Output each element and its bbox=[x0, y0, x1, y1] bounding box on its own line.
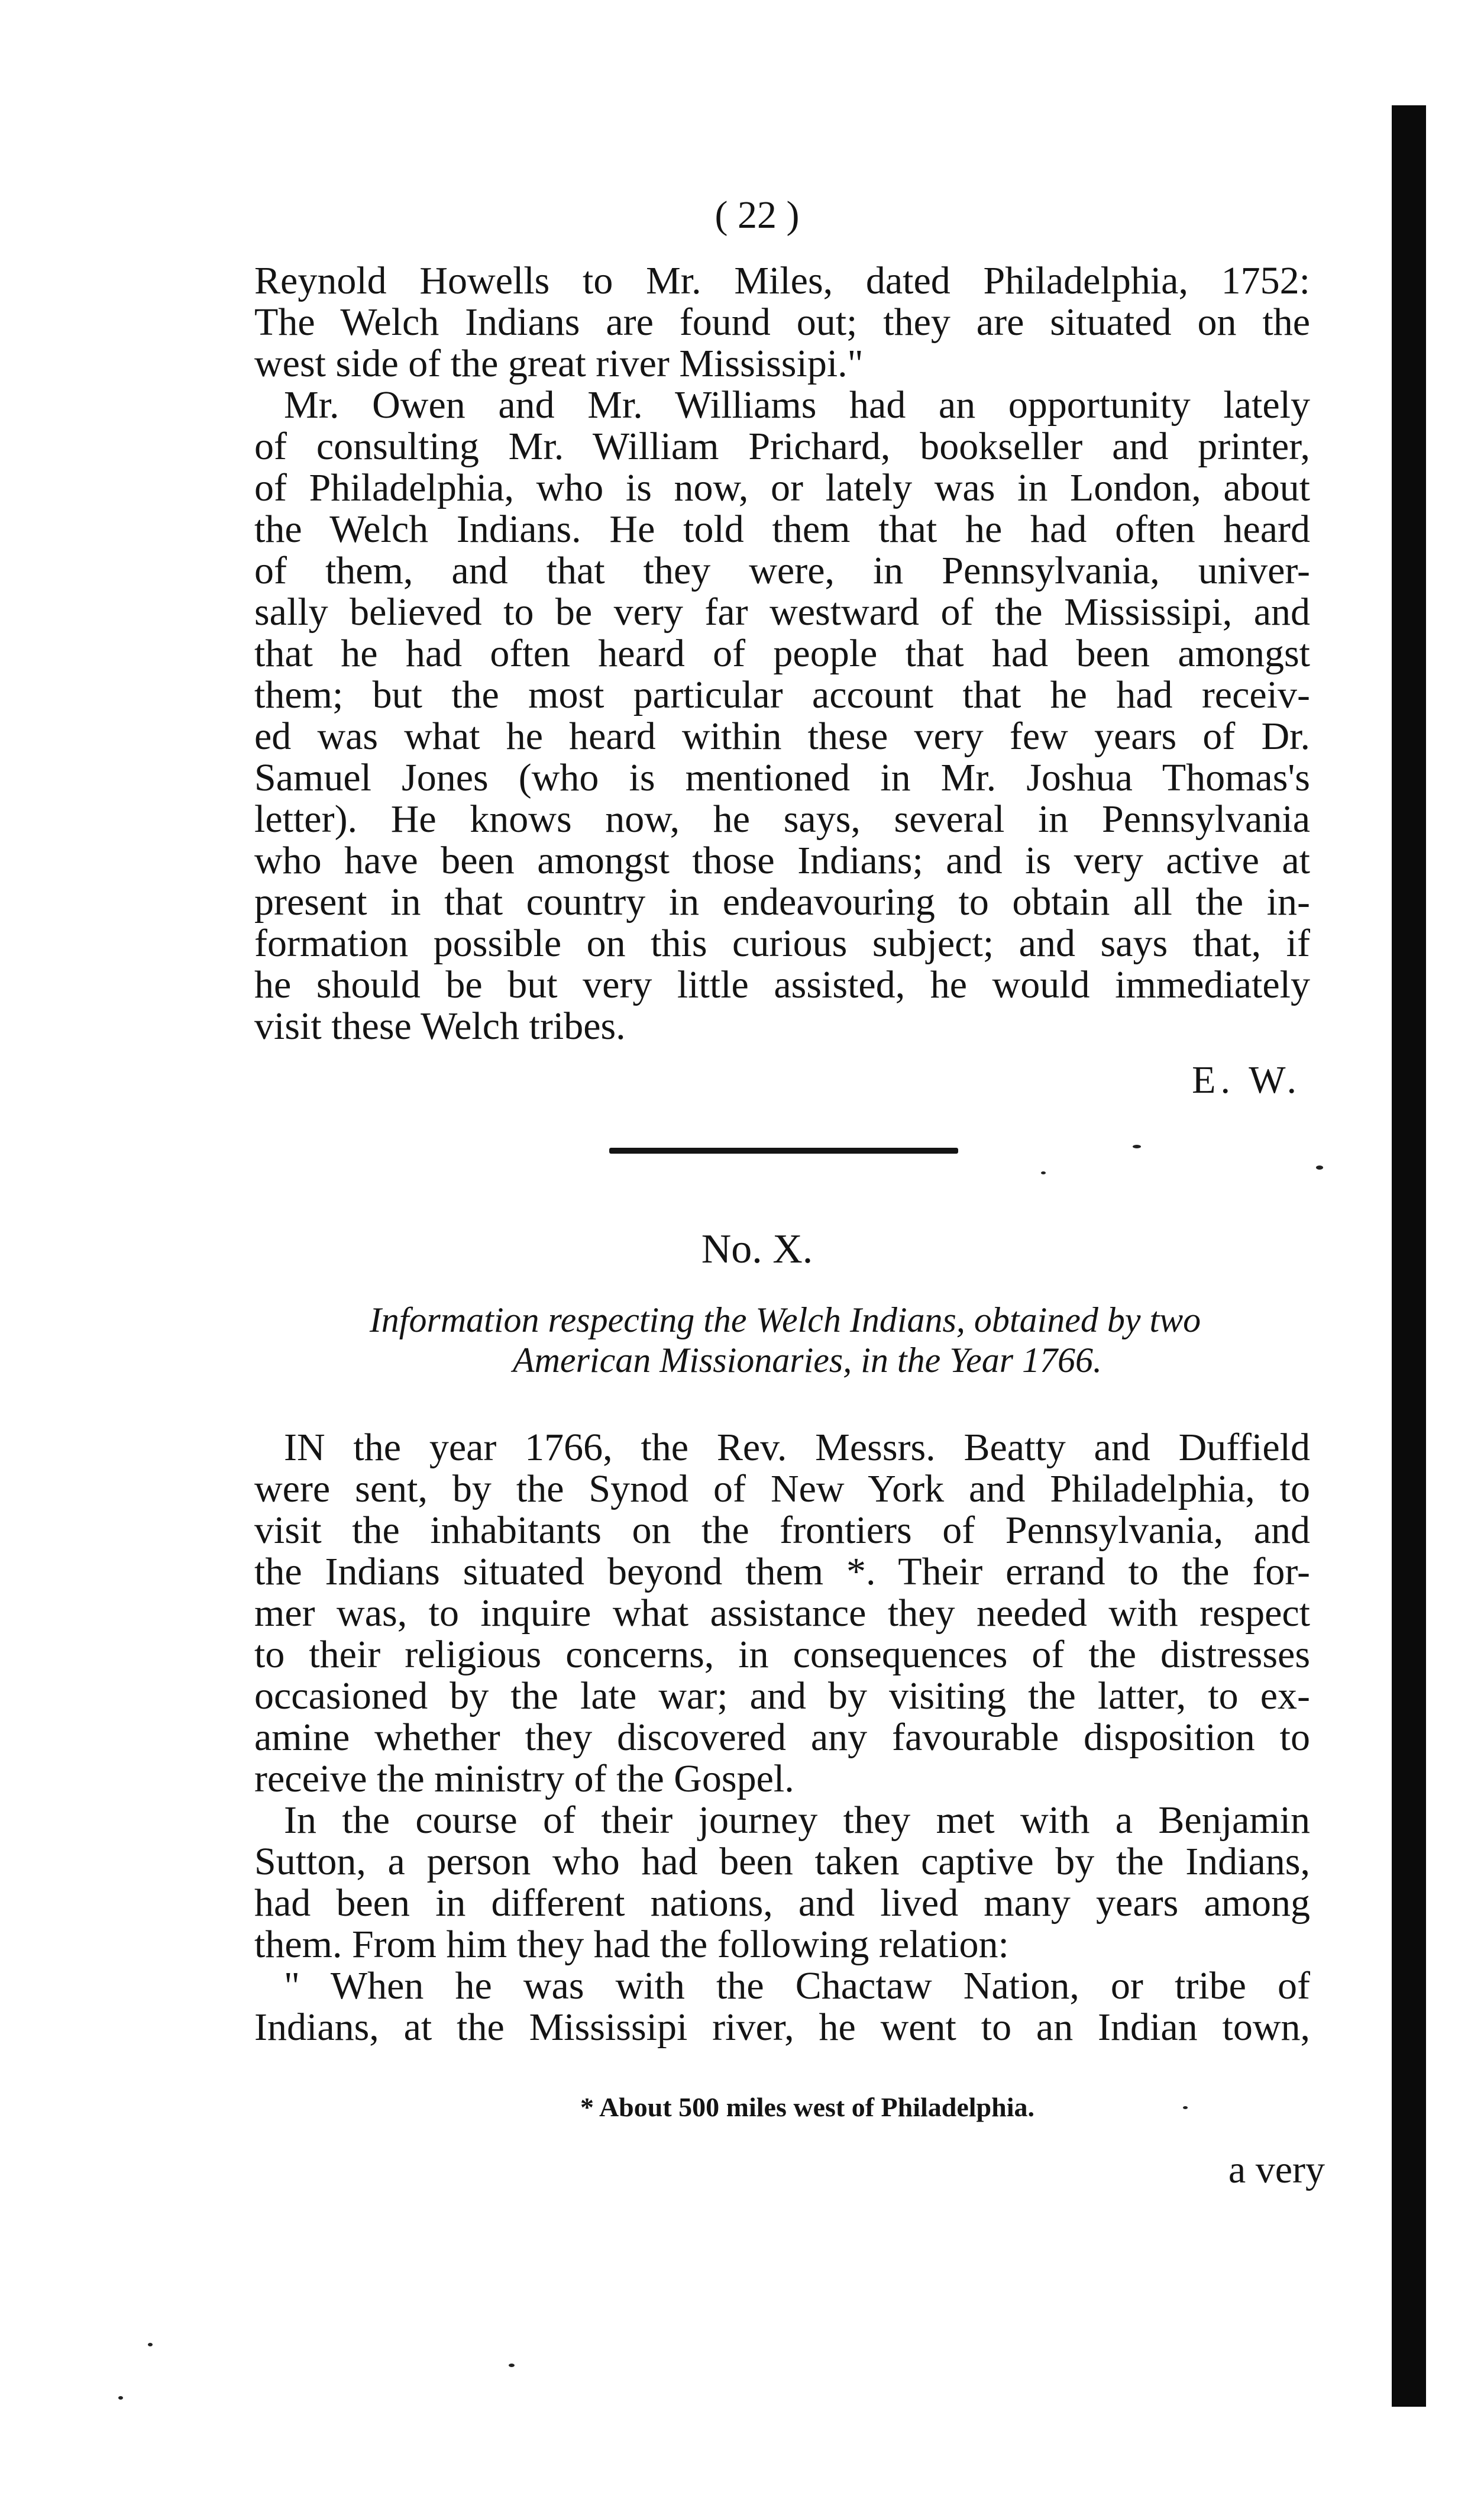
text-line: Reynold Howells to Mr. Miles, dated Philadelphia, 1752: bbox=[254, 259, 1310, 302]
text-line: ed was what he heard within these very few years of Dr. bbox=[254, 715, 1310, 758]
section-heading-line: American Missionaries, in the Year 1766. bbox=[512, 1341, 1103, 1380]
text-line: the Indians situated beyond them *. Their errand to the for- bbox=[254, 1550, 1310, 1593]
text-line: Indians, at the Mississipi river, he went to an Indian town, bbox=[254, 2006, 1310, 2049]
text-line: who have been amongst those Indians; and is very active at bbox=[254, 839, 1310, 882]
text-line: west side of the great river Mississipi." bbox=[254, 342, 864, 385]
page-number: ( 22 ) bbox=[714, 193, 800, 237]
footnote: * About 500 miles west of Philadelphia. bbox=[580, 2092, 1034, 2122]
text-line: occasioned by the late war; and by visiting the latter, to ex- bbox=[254, 1674, 1310, 1717]
text-line: of them, and that they were, in Pennsylvania, univer- bbox=[254, 549, 1310, 592]
text-line: present in that country in endeavouring to obtain all the in- bbox=[254, 880, 1310, 924]
text-line: them; but the most particular account that he had receiv- bbox=[254, 673, 1310, 716]
text-line: the Welch Indians. He told them that he had often heard bbox=[254, 508, 1310, 551]
text-line: The Welch Indians are found out; they are situated on the bbox=[254, 301, 1310, 344]
text-line: amine whether they discovered any favourable disposition to bbox=[254, 1716, 1310, 1759]
section-divider-rule bbox=[609, 1148, 958, 1154]
section-heading-line: Information respecting the Welch Indians, obtained by two bbox=[369, 1300, 1201, 1339]
text-line: Sutton, a person who had been taken captive by the Indians, bbox=[254, 1840, 1310, 1883]
text-line: of Philadelphia, who is now, or lately was in London, about bbox=[254, 466, 1310, 509]
text-line: that he had often heard of people that had been amongst bbox=[254, 632, 1310, 675]
text-line: to their religious concerns, in consequences of the distresses bbox=[254, 1633, 1310, 1676]
scan-speck bbox=[1316, 1166, 1323, 1170]
text-line: visit the inhabitants on the frontiers of Pennsylvania, and bbox=[254, 1509, 1310, 1552]
text-line: sally believed to be very far westward of the Mississipi, and bbox=[254, 590, 1310, 634]
text-line: " When he was with the Chactaw Nation, or tribe of bbox=[284, 1964, 1310, 2007]
text-line: visit these Welch tribes. bbox=[254, 1005, 626, 1048]
text-line: formation possible on this curious subject; and says that, if bbox=[254, 922, 1310, 965]
scan-speck bbox=[118, 2396, 123, 2400]
page-edge-shadow bbox=[1392, 105, 1426, 2407]
scan-speck bbox=[1041, 1171, 1046, 1174]
text-line: he should be but very little assisted, he would immediately bbox=[254, 963, 1310, 1006]
scan-speck bbox=[509, 2364, 515, 2367]
scan-speck bbox=[1183, 2106, 1188, 2109]
scan-speck bbox=[148, 2343, 153, 2346]
catchword: a very bbox=[1228, 2148, 1325, 2191]
scan-speck bbox=[1133, 1145, 1141, 1148]
text-line: receive the ministry of the Gospel. bbox=[254, 1757, 794, 1800]
text-line: mer was, to inquire what assistance they needed with respect bbox=[254, 1591, 1310, 1635]
text-line: In the course of their journey they met with a Benjamin bbox=[284, 1799, 1310, 1842]
text-line: them. From him they had the following relation: bbox=[254, 1923, 1009, 1966]
text-line: Samuel Jones (who is mentioned in Mr. Joshua Thomas's bbox=[254, 756, 1310, 799]
text-line: were sent, by the Synod of New York and Philadelphia, to bbox=[254, 1467, 1310, 1510]
text-line: IN the year 1766, the Rev. Messrs. Beatty and Duffield bbox=[284, 1426, 1310, 1469]
text-line: Mr. Owen and Mr. Williams had an opportunity lately bbox=[284, 383, 1310, 427]
signature-initials: E. W. bbox=[1192, 1058, 1301, 1102]
text-line: of consulting Mr. William Prichard, bookseller and printer, bbox=[254, 425, 1310, 468]
text-line: letter). He knows now, he says, several in Pennsylvania bbox=[254, 798, 1310, 841]
text-line: had been in different nations, and lived many years among bbox=[254, 1881, 1310, 1925]
section-number: No. X. bbox=[701, 1226, 813, 1272]
